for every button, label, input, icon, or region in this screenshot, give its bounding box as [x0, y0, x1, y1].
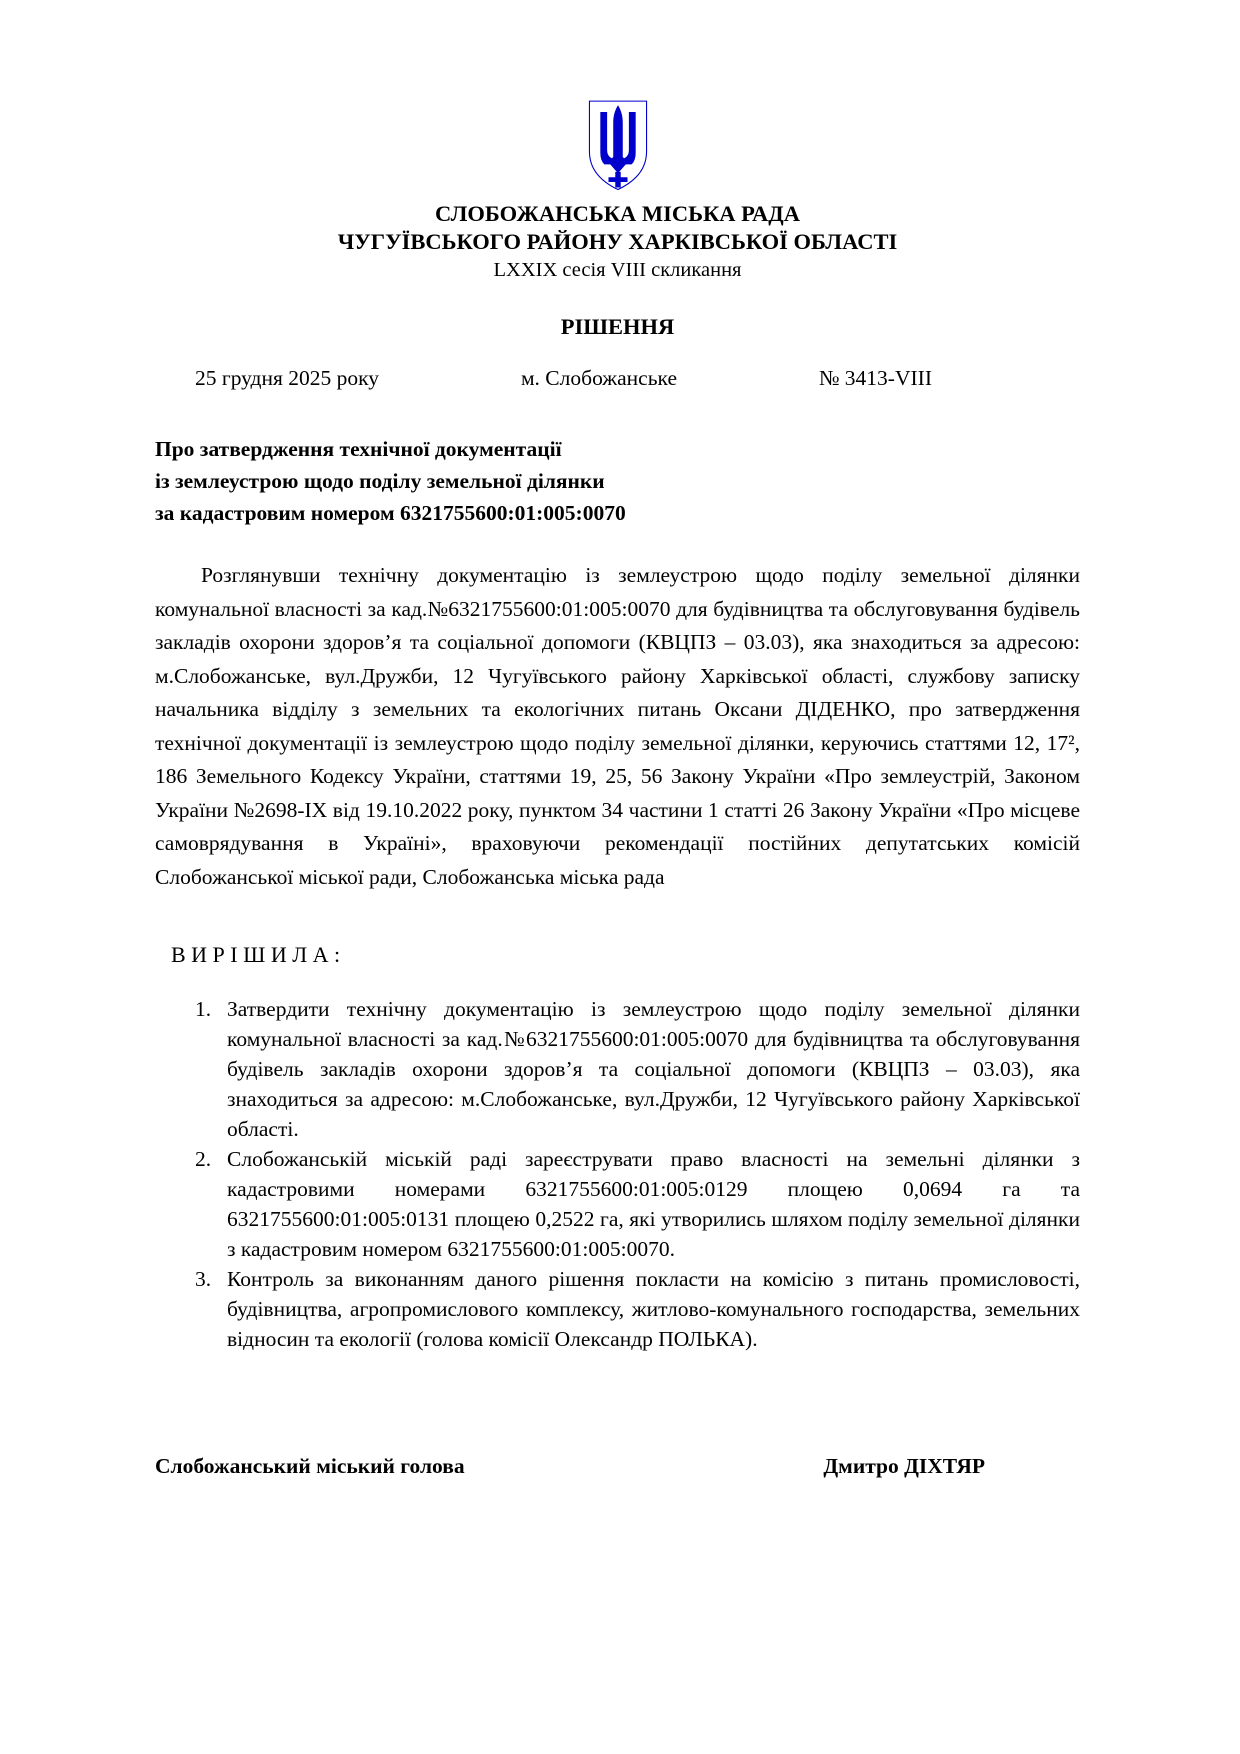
- document-type-heading: РІШЕННЯ: [560, 314, 675, 339]
- decision-list: [155, 994, 1080, 1354]
- session-info: LXXIX сесія VIII скликання: [493, 259, 742, 281]
- signer-title: Слобожанський міський голова: [155, 1454, 465, 1478]
- document-header: [155, 98, 1080, 340]
- council-name-line1: СЛОБОЖАНСЬКА МІСЬКА РАДА: [434, 201, 801, 226]
- decision-item-2: Слобожанській міській раді зареєструвати право власності на земельні ділянки з кадастровими номерами 6321755600:01:005:0129 площею 0,0694 га та 6321755600:01:005:0131 площею 0,2522 га, які утворились шляхом поділу земельної ділянки з кадастровим номером 6321755600:01:005:0070.: [227, 1147, 1080, 1261]
- trident-glyph: [600, 105, 635, 187]
- coat-of-arms-ukraine-icon: [584, 98, 652, 194]
- signature-row: [155, 1454, 1080, 1479]
- subject-line-3: за кадастровим номером 6321755600:01:005:0070: [155, 501, 626, 525]
- preamble-paragraph: Розглянувши технічну документацію із землеустрою щодо поділу земельної ділянки комунальної власності за кад.№6321755600:01:005:0070 для будівництва та обслуговування будівель закладів охорони здоров’я та соціальної допомоги (КВЦПЗ – 03.03), яка знаходиться за адресою: м.Слобожанське, вул.Дружби, 12 Чугуївського району Харківської області, службову записку начальника відділу з земельних та екологічних питань Оксани ДІДЕНКО, про затвердження технічної документації із землеустрою щодо поділу земельної ділянки, керуючись статтями 12, 17², 186 Земельного Кодексу України, статтями 19, 25, 56 Закону України «Про землеустрій, Законом України №2698-ІХ від 19.10.2022 року, пунктом 34 частини 1 статті 26 Закону України «Про місцеве самоврядування в Україні», враховуючи рекомендації постійних депутатських комісій Слобожанської міської ради, Слобожанська міська рада: [155, 563, 1080, 889]
- decision-item-1: Затвердити технічну документацію із землеустрою щодо поділу земельної ділянки комунальної власності за кад.№6321755600:01:005:0070 для будівництва та обслуговування будівель закладів охорони здоров’я та соціальної допомоги (КВЦПЗ – 03.03), яка знаходиться за адресою: м.Слобожанське, вул.Дружби, 12 Чугуївського району Харківської області.: [227, 997, 1080, 1141]
- meeting-date: 25 грудня 2025 року: [195, 366, 380, 390]
- resolution-keyword: В И Р І Ш И Л А :: [171, 942, 341, 967]
- decision-item-3: Контроль за виконанням даного рішення покласти на комісію з питань промисловості, будівництва, агропромислового комплексу, житлово-комунального господарства, земельних відносин та екології (голова комісії Олександр ПОЛЬКА).: [227, 1267, 1080, 1351]
- subject-block: [155, 433, 1080, 529]
- subject-line-1: Про затвердження технічної документації: [155, 437, 562, 461]
- signer-name: Дмитро ДІХТЯР: [823, 1454, 985, 1478]
- subject-line-2: із землеустрою щодо поділу земельної ділянки: [155, 469, 605, 493]
- council-name-line2: ЧУГУЇВСЬКОГО РАЙОНУ ХАРКІВСЬКОЇ ОБЛАСТІ: [337, 229, 898, 254]
- document-meta-row: [155, 366, 1080, 391]
- document-number: № 3413-VIII: [818, 366, 932, 390]
- meeting-place: м. Слобожанське: [520, 366, 677, 390]
